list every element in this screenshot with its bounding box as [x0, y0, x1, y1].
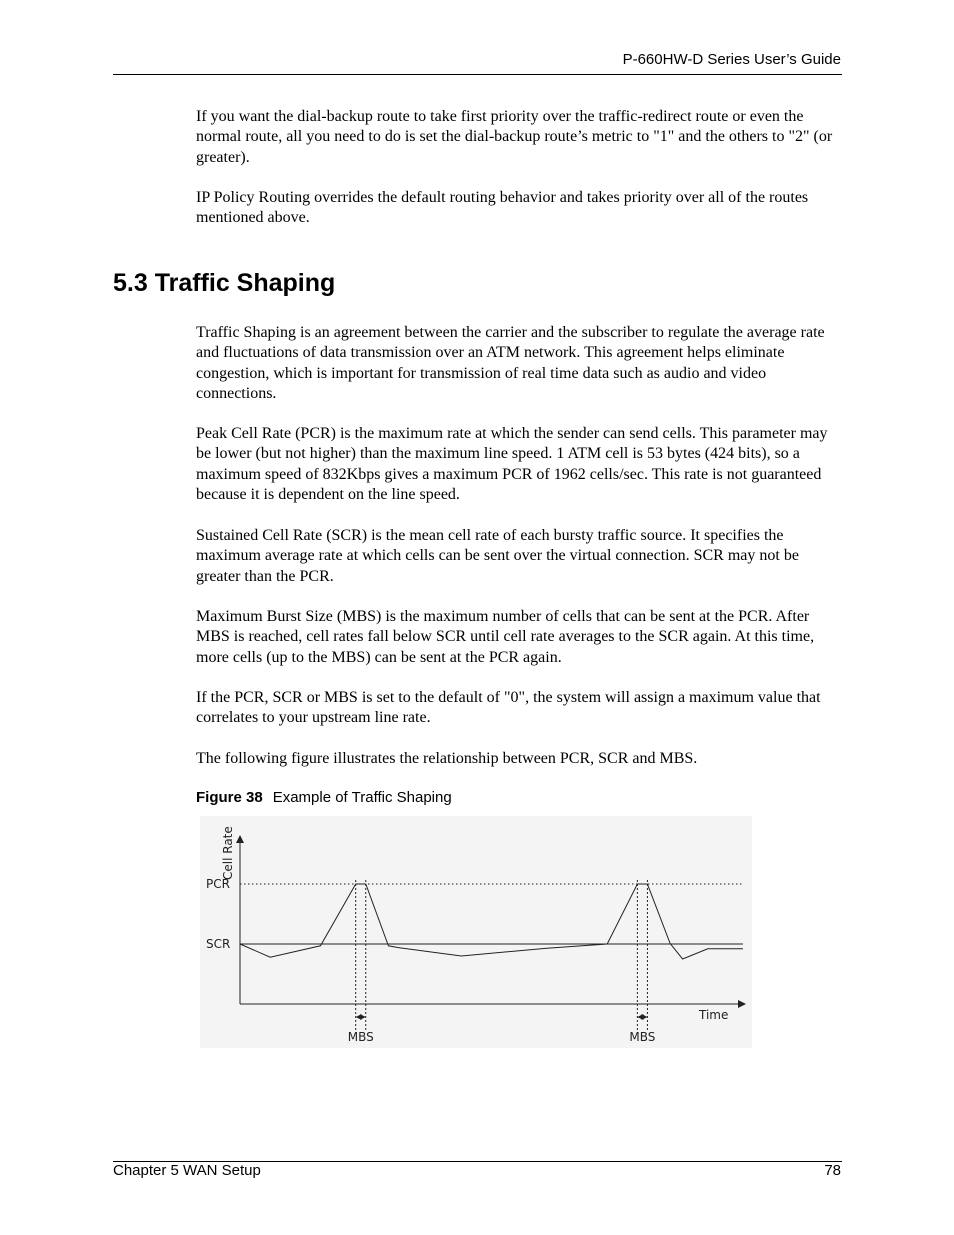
figure-caption [196, 789, 452, 806]
figure-title: Example of Traffic Shaping [272, 789, 452, 806]
traffic-shaping-figure [200, 816, 752, 1048]
intro-paragraph-2: IP Policy Routing overrides the default routing behavior and takes priority over all of the routes mentioned above. [196, 189, 809, 227]
pcr-label: PCR [206, 877, 230, 891]
section-paragraph-1: Traffic Shaping is an agreement between the carrier and the subscriber to regulate the average rate and fluctuations of data transmission over an ATM network. This agreement helps eliminate congestion, which is important for transmission of real time data such as audio and video connections. [196, 324, 825, 403]
header-rule [113, 74, 842, 75]
figure-number: Figure 38 [196, 789, 263, 806]
intro-paragraph-1: If you want the dial-backup route to take first priority over the traffic-redirect route or even the normal route, all you need to do is set the dial-backup route’s metric to "1" and the others to "2" (or greater). [196, 108, 833, 166]
section-paragraph-3: Sustained Cell Rate (SCR) is the mean cell rate of each bursty traffic source. It specifies the maximum average rate at which cells can be sent over the virtual connection. SCR may not be greater than the PCR. [196, 527, 799, 585]
traffic-shaping-chart [200, 816, 752, 1048]
section-paragraph-2: Peak Cell Rate (PCR) is the maximum rate at which the sender can send cells. This parameter may be lower (but not higher) than the maximum line speed. 1 ATM cell is 53 bytes (424 bits), so a maximum speed of 832Kbps gives a maximum PCR of 1962 cells/sec. This rate is not guaranteed because it is dependent on the line speed. [196, 425, 828, 504]
footer-page-number: 78 [824, 1162, 841, 1179]
x-axis-label: Time [699, 1008, 729, 1022]
section-paragraph-5: If the PCR, SCR or MBS is set to the default of "0", the system will assign a maximum value that correlates to your upstream line rate. [196, 689, 821, 727]
scr-label: SCR [206, 937, 231, 951]
cell-rate-line [240, 884, 743, 959]
section-heading: 5.3 Traffic Shaping [113, 269, 336, 297]
mbs-label: MBS [629, 1030, 656, 1044]
y-axis-label: Cell Rate [221, 826, 235, 880]
mbs-label: MBS [347, 1030, 374, 1044]
footer-chapter: Chapter 5 WAN Setup [113, 1162, 261, 1179]
section-paragraph-4: Maximum Burst Size (MBS) is the maximum number of cells that can be sent at the PCR. After MBS is reached, cell rates fall below SCR until cell rate averages to the SCR again. At this time, more cells (up to the MBS) can be sent at the PCR again. [196, 608, 815, 666]
header-guide-title: P-660HW-D Series User’s Guide [622, 51, 841, 68]
section-paragraph-6: The following figure illustrates the relationship between PCR, SCR and MBS. [196, 750, 698, 767]
